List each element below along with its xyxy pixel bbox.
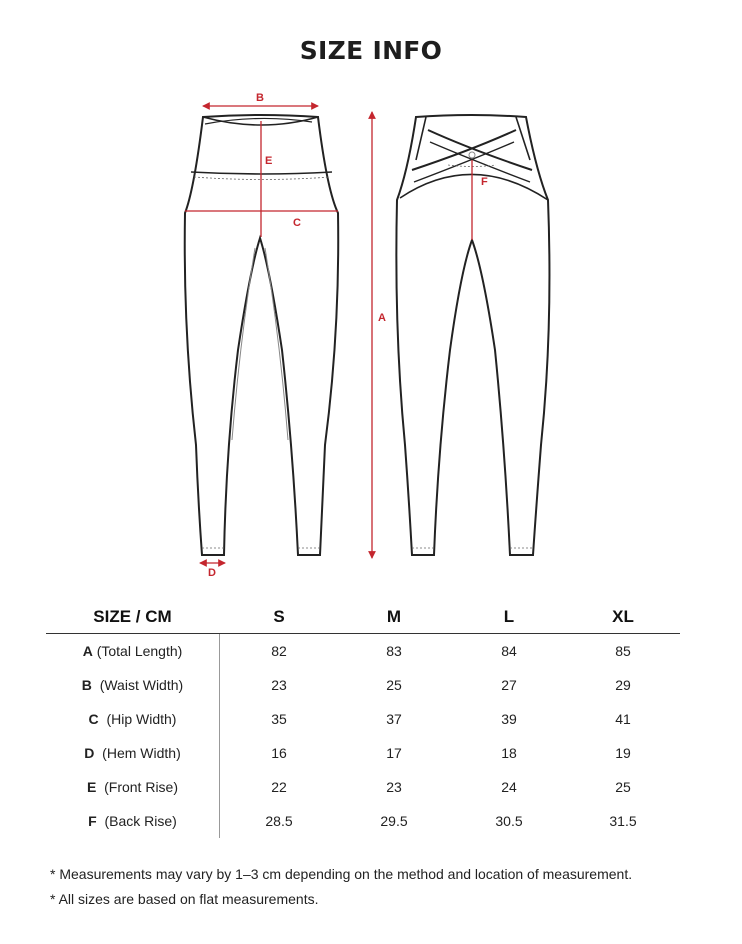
header-l: L [503,607,515,626]
label-b: B [256,92,264,104]
table-row [46,702,680,736]
row-code: B [81,677,92,693]
cell-l: 39 [501,711,517,727]
row-name: (Back Rise) [104,813,177,829]
back-view-drawing [396,115,549,555]
label-a: A [378,312,386,324]
table-row [46,770,680,804]
header-size-label: SIZE / CM [93,607,172,626]
cell-s: 28.5 [265,813,293,829]
table-row [46,668,680,702]
row-code: D [84,745,95,761]
label-d: D [208,567,216,579]
cell-l: 18 [501,745,517,761]
label-f: F [481,176,488,188]
cell-l: 24 [501,779,517,795]
cell-m: 23 [386,779,402,795]
row-code: C [88,711,99,727]
cell-s: 22 [271,779,287,795]
table-row [46,736,680,770]
row-code: F [88,813,97,829]
cell-xl: 19 [615,745,631,761]
row-code: E [86,779,97,795]
note-flat-measurements: * All sizes are based on flat measurements. [50,891,319,907]
cell-s: 16 [271,745,287,761]
row-name: (Hip Width) [106,711,177,727]
row-name: (Hem Width) [102,745,181,761]
cell-m: 25 [386,677,402,693]
cell-m: 83 [386,643,402,659]
cell-xl: 85 [615,643,631,659]
measurement-lines [185,106,472,563]
cell-l: 27 [501,677,517,693]
cell-xl: 41 [615,711,631,727]
cell-xl: 25 [615,779,631,795]
size-table [46,598,680,838]
cell-l: 30.5 [495,813,523,829]
table-header [46,598,680,634]
label-e: E [265,155,273,167]
header-m: M [386,607,402,626]
page-title: SIZE INFO [299,36,443,65]
table-row [46,634,680,668]
cell-s: 35 [271,711,287,727]
table-row [46,804,680,838]
cell-m: 29.5 [380,813,408,829]
cell-l: 84 [501,643,517,659]
row-code: A [82,643,93,659]
cell-xl: 31.5 [609,813,637,829]
cell-m: 17 [386,745,402,761]
header-xl: XL [612,607,634,626]
header-s: S [273,607,285,626]
row-name: (Front Rise) [104,779,179,795]
cell-s: 82 [271,643,287,659]
cell-m: 37 [386,711,402,727]
cell-xl: 29 [615,677,631,693]
row-name: (Total Length) [96,643,183,659]
note-measurement-variance: * Measurements may vary by 1–3 cm depending on the method and location of measurement. [50,866,633,882]
cell-s: 23 [271,677,287,693]
row-name: (Waist Width) [99,677,184,693]
label-c: C [293,217,301,229]
